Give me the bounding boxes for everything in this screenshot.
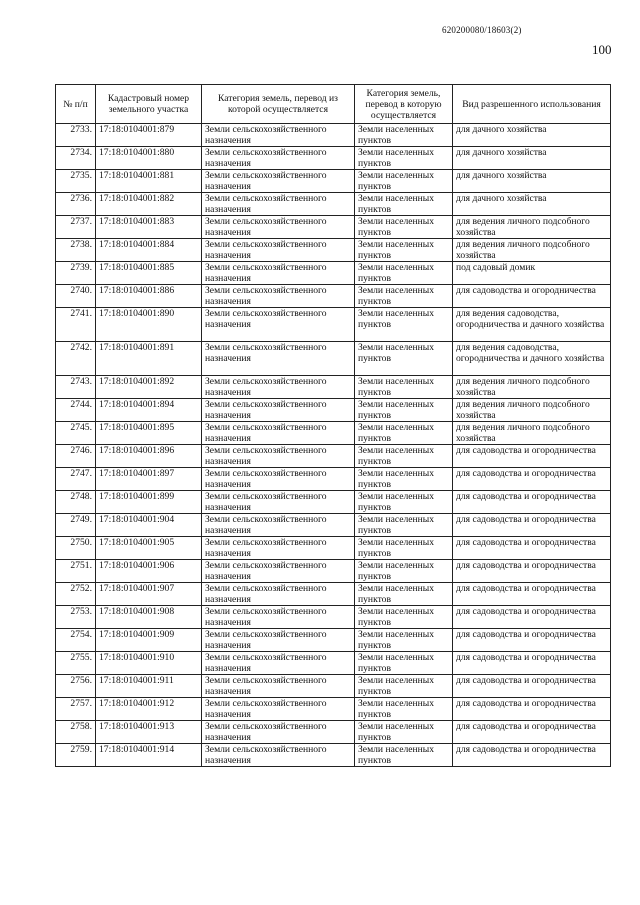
row-number: 2750. [56,537,96,560]
row-number: 2755. [56,652,96,675]
table-row [56,285,611,308]
row-number: 2745. [56,422,96,445]
category-from: Земли сельскохозяйственного назначения [202,193,355,216]
row-number: 2757. [56,698,96,721]
cadastral-number: 17:18:0104001:881 [96,170,202,193]
table-row [56,491,611,514]
category-from: Земли сельскохозяйственного назначения [202,285,355,308]
permitted-use: для садоводства и огородничества [453,652,611,675]
category-from: Земли сельскохозяйственного назначения [202,422,355,445]
row-number: 2754. [56,629,96,652]
category-to: Земли населенных пунктов [355,675,453,698]
permitted-use: для садоводства и огородничества [453,491,611,514]
row-number: 2752. [56,583,96,606]
permitted-use: для садоводства и огородничества [453,606,611,629]
category-to: Земли населенных пунктов [355,537,453,560]
permitted-use: для ведения личного подсобного хозяйства [453,239,611,262]
permitted-use: под садовый домик [453,262,611,285]
category-from: Земли сельскохозяйственного назначения [202,216,355,239]
category-to: Земли населенных пунктов [355,698,453,721]
category-from: Земли сельскохозяйственного назначения [202,583,355,606]
table-row [56,342,611,376]
table-row [56,262,611,285]
row-number: 2747. [56,468,96,491]
permitted-use: для дачного хозяйства [453,124,611,147]
column-header-category-from: Категория земель, перевод из которой осуществляется [202,85,355,124]
cadastral-number: 17:18:0104001:894 [96,399,202,422]
table-row [56,124,611,147]
cadastral-number: 17:18:0104001:886 [96,285,202,308]
permitted-use: для садоводства и огородничества [453,744,611,767]
row-number: 2739. [56,262,96,285]
row-number: 2737. [56,216,96,239]
permitted-use: для ведения личного подсобного хозяйства [453,399,611,422]
table-row [56,308,611,342]
table-row [56,560,611,583]
category-to: Земли населенных пунктов [355,422,453,445]
row-number: 2751. [56,560,96,583]
category-to: Земли населенных пунктов [355,744,453,767]
category-from: Земли сельскохозяйственного назначения [202,445,355,468]
row-number: 2743. [56,376,96,399]
cadastral-number: 17:18:0104001:911 [96,675,202,698]
table-row [56,239,611,262]
category-from: Земли сельскохозяйственного назначения [202,376,355,399]
table-row [56,216,611,239]
category-to: Земли населенных пунктов [355,262,453,285]
permitted-use: для садоводства и огородничества [453,285,611,308]
permitted-use: для садоводства и огородничества [453,583,611,606]
table-row [56,514,611,537]
table-row [56,422,611,445]
category-from: Земли сельскохозяйственного назначения [202,721,355,744]
table-row [56,468,611,491]
cadastral-number: 17:18:0104001:897 [96,468,202,491]
permitted-use: для садоводства и огородничества [453,721,611,744]
category-from: Земли сельскохозяйственного назначения [202,124,355,147]
cadastral-number: 17:18:0104001:906 [96,560,202,583]
category-from: Земли сельскохозяйственного назначения [202,468,355,491]
row-number: 2744. [56,399,96,422]
column-header-cadastral: Кадастровый номер земельного участка [96,85,202,124]
category-to: Земли населенных пунктов [355,629,453,652]
row-number: 2753. [56,606,96,629]
column-header-permitted-use: Вид разрешенного использования [453,85,611,124]
category-to: Земли населенных пунктов [355,721,453,744]
cadastral-number: 17:18:0104001:909 [96,629,202,652]
table-row [56,170,611,193]
category-to: Земли населенных пунктов [355,583,453,606]
category-from: Земли сельскохозяйственного назначения [202,514,355,537]
category-to: Земли населенных пунктов [355,239,453,262]
category-to: Земли населенных пунктов [355,652,453,675]
cadastral-number: 17:18:0104001:908 [96,606,202,629]
category-from: Земли сельскохозяйственного назначения [202,606,355,629]
row-number: 2749. [56,514,96,537]
cadastral-number: 17:18:0104001:890 [96,308,202,342]
cadastral-number: 17:18:0104001:882 [96,193,202,216]
permitted-use: для дачного хозяйства [453,193,611,216]
category-from: Земли сельскохозяйственного назначения [202,537,355,560]
table-row [56,675,611,698]
page-number: 100 [592,42,612,57]
cadastral-number: 17:18:0104001:913 [96,721,202,744]
category-from: Земли сельскохозяйственного назначения [202,629,355,652]
category-to: Земли населенных пунктов [355,399,453,422]
category-from: Земли сельскохозяйственного назначения [202,399,355,422]
category-to: Земли населенных пунктов [355,445,453,468]
table-row [56,583,611,606]
permitted-use: для садоводства и огородничества [453,468,611,491]
category-from: Земли сельскохозяйственного назначения [202,170,355,193]
cadastral-number: 17:18:0104001:896 [96,445,202,468]
table-header-row [56,85,611,124]
permitted-use: для садоводства и огородничества [453,629,611,652]
table-row [56,376,611,399]
row-number: 2734. [56,147,96,170]
permitted-use: для дачного хозяйства [453,147,611,170]
permitted-use: для ведения садоводства, огородничества и дачного хозяйства [453,308,611,342]
table-row [56,537,611,560]
category-from: Земли сельскохозяйственного назначения [202,262,355,285]
table-row [56,721,611,744]
permitted-use: для ведения личного подсобного хозяйства [453,422,611,445]
permitted-use: для садоводства и огородничества [453,445,611,468]
table-row [56,445,611,468]
category-to: Земли населенных пунктов [355,308,453,342]
row-number: 2733. [56,124,96,147]
row-number: 2746. [56,445,96,468]
category-from: Земли сельскохозяйственного назначения [202,308,355,342]
table-row [56,652,611,675]
permitted-use: для дачного хозяйства [453,170,611,193]
category-to: Земли населенных пунктов [355,560,453,583]
row-number: 2738. [56,239,96,262]
cadastral-number: 17:18:0104001:914 [96,744,202,767]
column-header-category-to: Категория земель, перевод в которую осуществляется [355,85,453,124]
row-number: 2735. [56,170,96,193]
cadastral-number: 17:18:0104001:891 [96,342,202,376]
permitted-use: для садоводства и огородничества [453,698,611,721]
column-header-number: № п/п [56,85,96,124]
category-to: Земли населенных пунктов [355,193,453,216]
cadastral-number: 17:18:0104001:883 [96,216,202,239]
category-to: Земли населенных пунктов [355,170,453,193]
row-number: 2748. [56,491,96,514]
table-body [56,124,611,767]
category-to: Земли населенных пунктов [355,376,453,399]
category-to: Земли населенных пунктов [355,147,453,170]
cadastral-number: 17:18:0104001:904 [96,514,202,537]
permitted-use: для садоводства и огородничества [453,560,611,583]
cadastral-number: 17:18:0104001:905 [96,537,202,560]
category-to: Земли населенных пунктов [355,216,453,239]
cadastral-number: 17:18:0104001:910 [96,652,202,675]
row-number: 2758. [56,721,96,744]
cadastral-number: 17:18:0104001:884 [96,239,202,262]
category-from: Земли сельскохозяйственного назначения [202,560,355,583]
land-registry-table [55,84,611,767]
category-from: Земли сельскохозяйственного назначения [202,744,355,767]
row-number: 2736. [56,193,96,216]
cadastral-number: 17:18:0104001:907 [96,583,202,606]
cadastral-number: 17:18:0104001:895 [96,422,202,445]
category-to: Земли населенных пунктов [355,606,453,629]
row-number: 2741. [56,308,96,342]
permitted-use: для ведения личного подсобного хозяйства [453,216,611,239]
cadastral-number: 17:18:0104001:899 [96,491,202,514]
category-from: Земли сельскохозяйственного назначения [202,342,355,376]
row-number: 2759. [56,744,96,767]
category-from: Земли сельскохозяйственного назначения [202,147,355,170]
permitted-use: для ведения садоводства, огородничества и дачного хозяйства [453,342,611,376]
category-from: Земли сельскохозяйственного назначения [202,675,355,698]
cadastral-number: 17:18:0104001:880 [96,147,202,170]
table-row [56,606,611,629]
category-from: Земли сельскохозяйственного назначения [202,652,355,675]
category-to: Земли населенных пунктов [355,124,453,147]
cadastral-number: 17:18:0104001:885 [96,262,202,285]
cadastral-number: 17:18:0104001:912 [96,698,202,721]
row-number: 2756. [56,675,96,698]
category-to: Земли населенных пунктов [355,514,453,537]
table-row [56,399,611,422]
category-from: Земли сельскохозяйственного назначения [202,239,355,262]
table-row [56,744,611,767]
category-to: Земли населенных пунктов [355,468,453,491]
table-row [56,193,611,216]
permitted-use: для садоводства и огородничества [453,514,611,537]
row-number: 2740. [56,285,96,308]
table-row [56,698,611,721]
category-to: Земли населенных пунктов [355,285,453,308]
row-number: 2742. [56,342,96,376]
document-code: 620200080/18603(2) [442,25,522,35]
permitted-use: для садоводства и огородничества [453,537,611,560]
category-from: Земли сельскохозяйственного назначения [202,698,355,721]
permitted-use: для ведения личного подсобного хозяйства [453,376,611,399]
category-to: Земли населенных пунктов [355,342,453,376]
category-to: Земли населенных пунктов [355,491,453,514]
table-row [56,629,611,652]
cadastral-number: 17:18:0104001:892 [96,376,202,399]
category-from: Земли сельскохозяйственного назначения [202,491,355,514]
cadastral-number: 17:18:0104001:879 [96,124,202,147]
permitted-use: для садоводства и огородничества [453,675,611,698]
table-row [56,147,611,170]
